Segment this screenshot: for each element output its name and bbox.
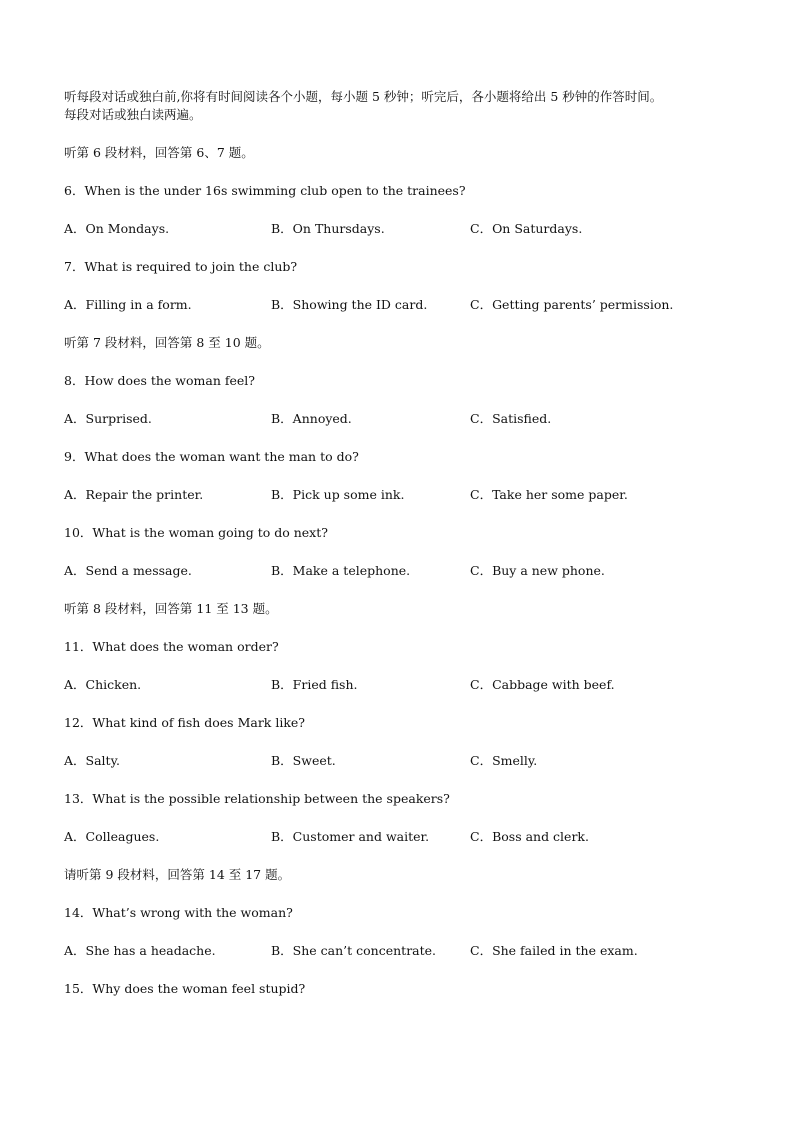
option-b: B．She can’t concentrate. <box>271 943 437 958</box>
section-heading: 请听第 9 段材料，回答第 14 至 17 题。 <box>64 867 291 882</box>
option-a: A．Salty. <box>64 753 120 768</box>
question-15: 15．Why does the woman feel stupid? <box>64 981 306 996</box>
options-8 <box>64 410 744 428</box>
option-a: A．She has a headache. <box>64 943 216 958</box>
option-c: C．She failed in the exam. <box>470 943 638 958</box>
question-13: 13．What is the possible relationship between the speakers? <box>64 791 450 806</box>
option-a: A．On Mondays. <box>64 221 170 236</box>
option-c: C．Satisfied. <box>470 411 552 426</box>
option-a: A．Chicken. <box>64 677 142 692</box>
option-a: A．Surprised. <box>64 411 152 426</box>
option-b: B．Fried fish. <box>271 677 358 692</box>
question-14: 14．What’s wrong with the woman? <box>64 905 293 920</box>
option-b: B．Annoyed. <box>271 411 352 426</box>
option-c: C．Smelly. <box>470 753 538 768</box>
option-a: A．Colleagues. <box>64 829 160 844</box>
question-11: 11．What does the woman order? <box>64 639 279 654</box>
option-a: A．Filling in a form. <box>64 297 192 312</box>
option-c: C．Buy a new phone. <box>470 563 605 578</box>
question-9: 9．What does the woman want the man to do? <box>64 449 359 464</box>
option-a: A．Send a message. <box>64 563 192 578</box>
options-13 <box>64 828 744 846</box>
option-b: B．Make a telephone. <box>271 563 411 578</box>
option-b: B．On Thursdays. <box>271 221 385 236</box>
option-b: B．Customer and waiter. <box>271 829 430 844</box>
options-12 <box>64 752 744 770</box>
option-c: C．Take her some paper. <box>470 487 628 502</box>
exam-page <box>64 88 744 998</box>
option-c: C．Cabbage with beef. <box>470 677 615 692</box>
options-9 <box>64 486 744 504</box>
option-c: C．On Saturdays. <box>470 221 583 236</box>
option-c: C．Boss and clerk. <box>470 829 589 844</box>
instructions-line-1: 听每段对话或独白前,你将有时间阅读各个小题，每小题 5 秒钟；听完后，各小题将给出 5 秒钟的作答时间。 <box>64 89 663 104</box>
options-14 <box>64 942 744 960</box>
options-7 <box>64 296 744 314</box>
option-c: C．Getting parents’ permission. <box>470 297 674 312</box>
section-heading: 听第 7 段材料，回答第 8 至 10 题。 <box>64 335 270 350</box>
option-b: B．Pick up some ink. <box>271 487 405 502</box>
options-10 <box>64 562 744 580</box>
question-10: 10．What is the woman going to do next? <box>64 525 328 540</box>
options-6 <box>64 220 744 238</box>
section-heading: 听第 6 段材料，回答第 6、7 题。 <box>64 145 254 160</box>
options-11 <box>64 676 744 694</box>
question-12: 12．What kind of fish does Mark like? <box>64 715 306 730</box>
question-7: 7．What is required to join the club? <box>64 259 298 274</box>
option-b: B．Sweet. <box>271 753 336 768</box>
instructions-line-2: 每段对话或独白读两遍。 <box>64 107 202 122</box>
section-heading: 听第 8 段材料，回答第 11 至 13 题。 <box>64 601 278 616</box>
question-8: 8．How does the woman feel? <box>64 373 255 388</box>
option-a: A．Repair the printer. <box>64 487 204 502</box>
option-b: B．Showing the ID card. <box>271 297 428 312</box>
question-6: 6．When is the under 16s swimming club open to the trainees? <box>64 183 466 198</box>
